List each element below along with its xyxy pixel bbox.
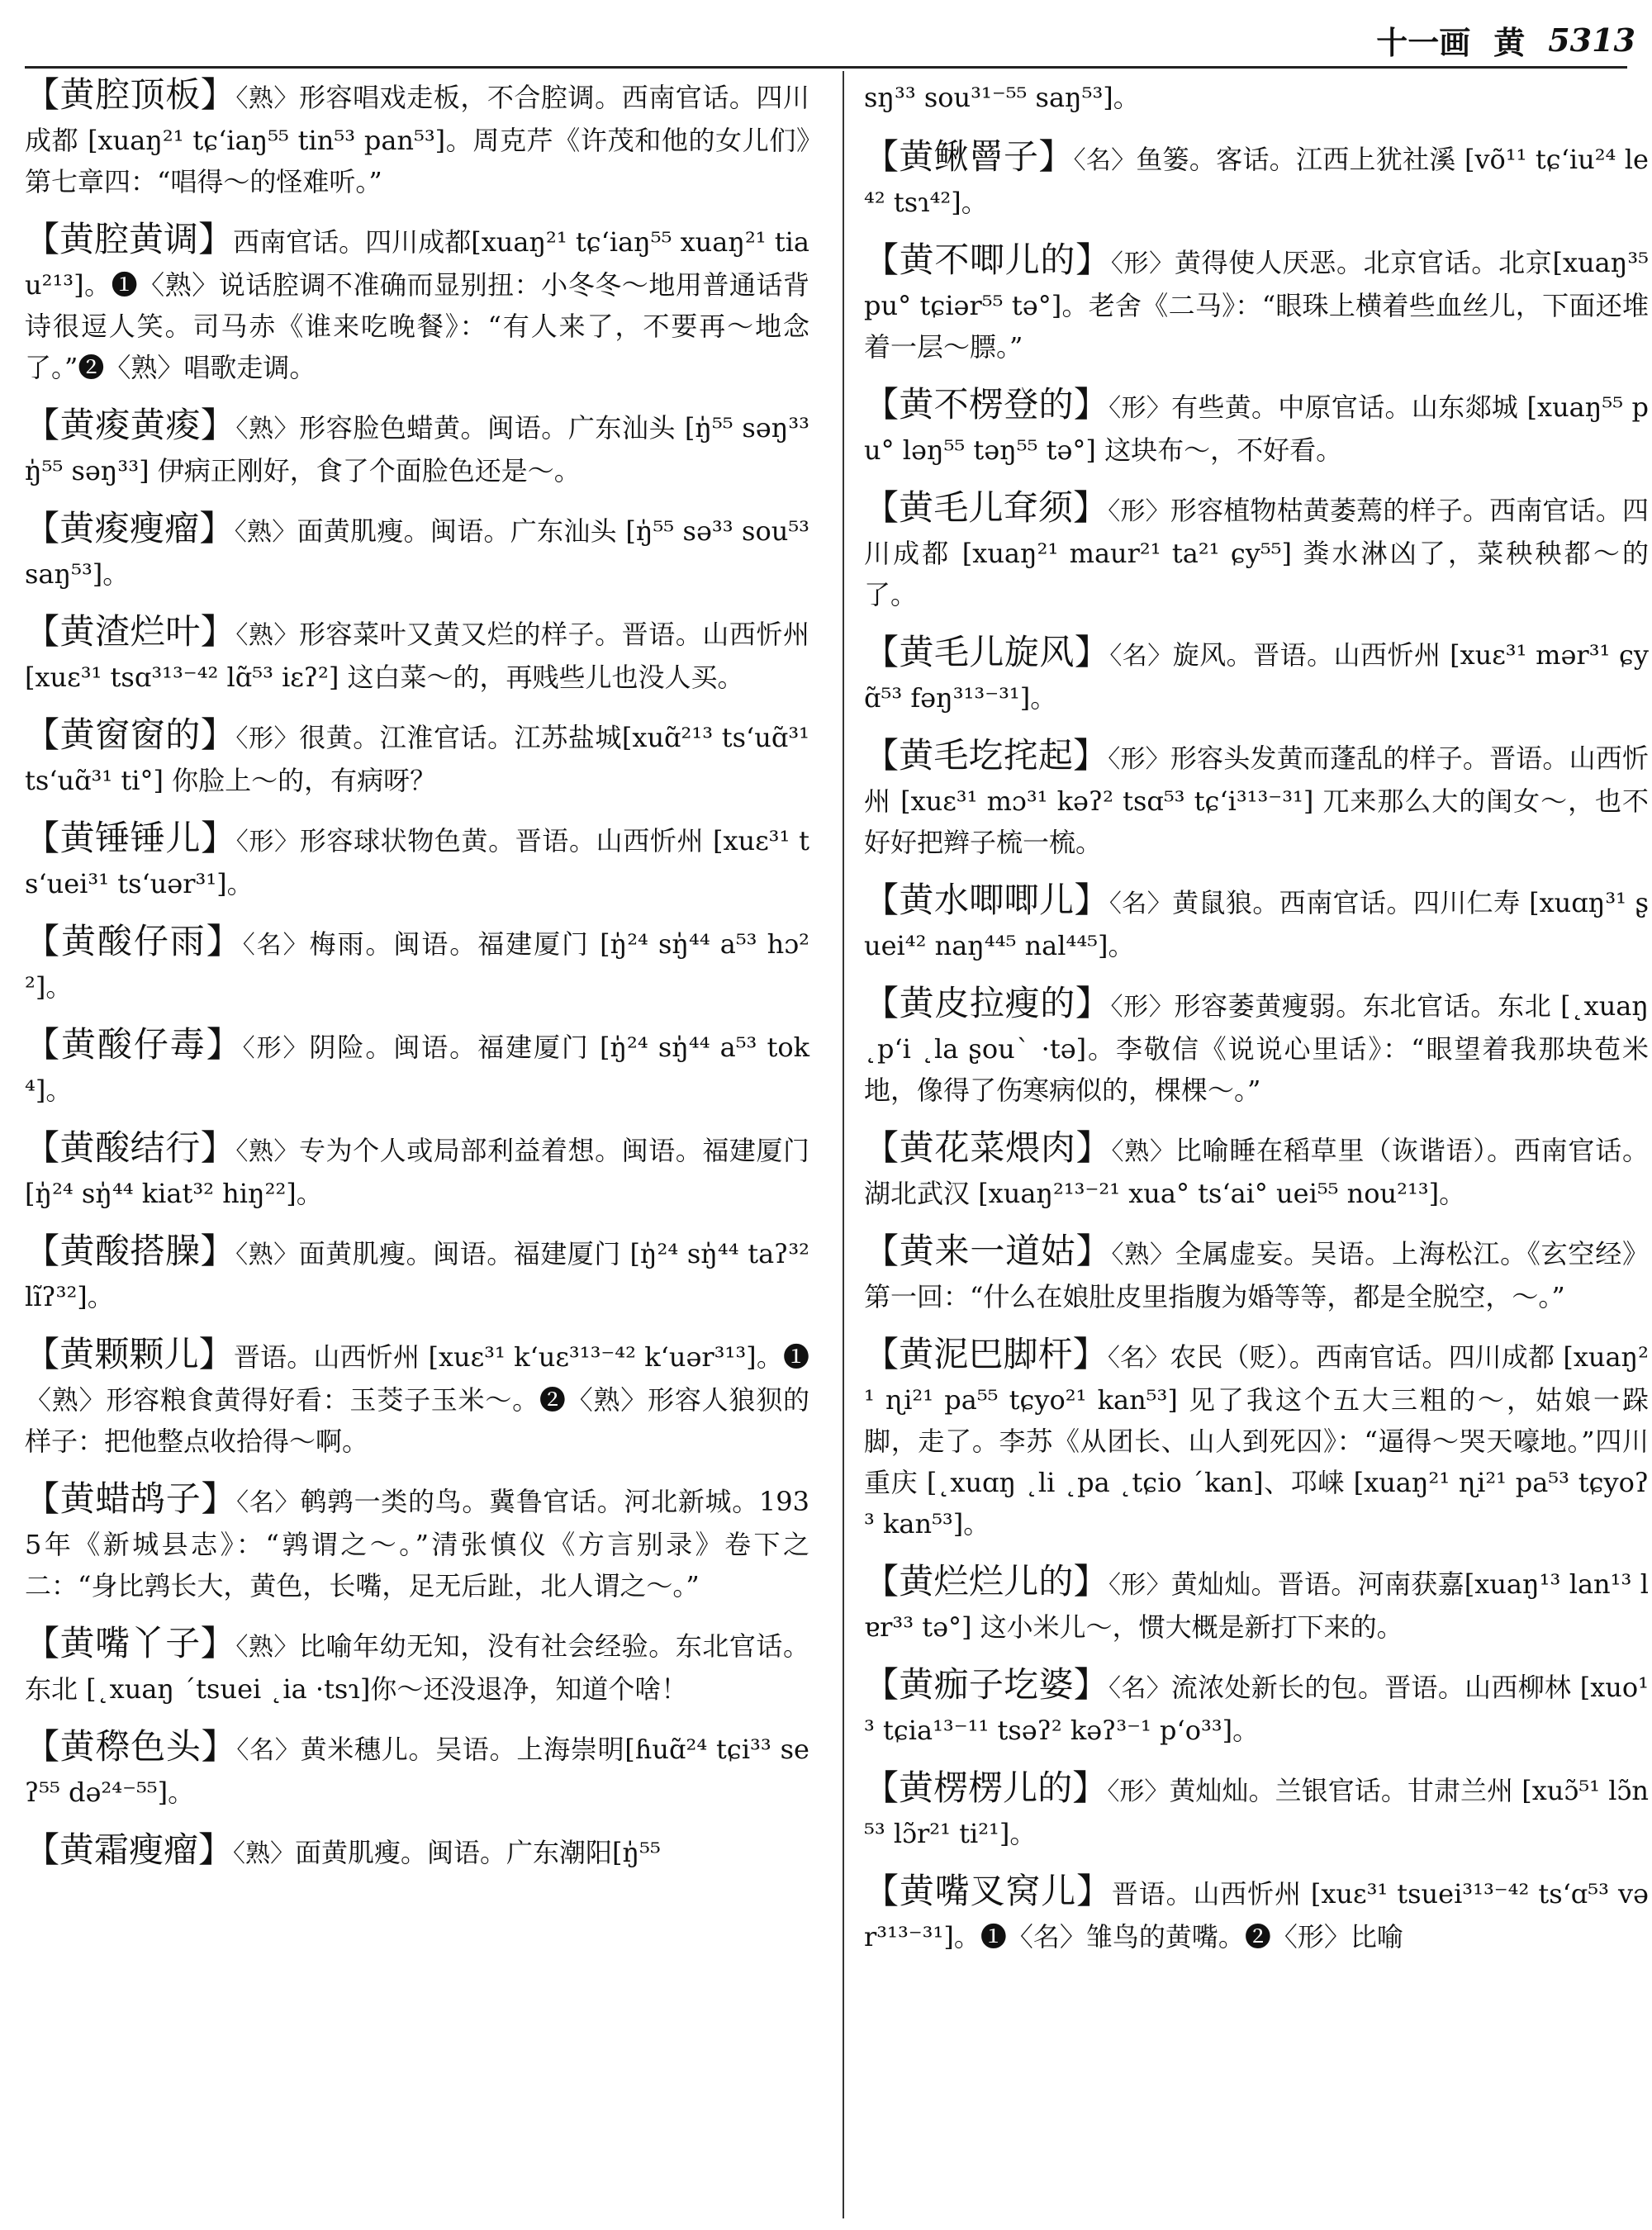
- entry-definition: 流浓处新长的包。晋语。山西柳林 [xuo¹³ tɕia¹³⁻¹¹ tsəʔ² kəʔ³⁻¹ pʻo³³]。: [864, 1672, 1649, 1746]
- entry-headword: 【黄腔黄调】: [25, 219, 234, 259]
- dictionary-entry: [25, 1231, 809, 1317]
- dictionary-entry: [25, 818, 809, 904]
- dictionary-entry: [25, 1478, 809, 1606]
- entry-headword: 【黄酸仔雨】: [25, 921, 243, 961]
- entry-headword: 【黄蜡鸪子】: [25, 1478, 237, 1519]
- entry-definition: 鱼篓。客话。江西上犹社溪 [võ¹¹ tɕʻiu²⁴ le⁴² tsɿ⁴²]。: [864, 144, 1649, 218]
- entry-headword: 【黄痂子圪婆】: [864, 1664, 1109, 1705]
- entry-definition: 鹌鹑一类的鸟。冀鲁官话。河北新城。1935年《新城县志》：“鹑谓之～。”清张慎仪《方言别录》卷下之二：“身比鹑长大，黄色，长嘴，足无后趾，北人谓之～。”: [25, 1486, 809, 1601]
- entry-definition: 形容头发黄而蓬乱的样子。晋语。山西忻州 [xuɛ³¹ mɔ³¹ kəʔ² tsɑ⁵³ tɕʻi³¹³⁻³¹] 兀来那么大的闺女～，也不好好把辫子梳一梳。: [864, 743, 1649, 858]
- dictionary-entry: [864, 240, 1649, 368]
- entry-part-of-speech: 〈熟〉: [235, 1241, 299, 1269]
- dictionary-entry: [864, 74, 1649, 120]
- entry-part-of-speech: 〈形〉: [1108, 745, 1170, 774]
- entry-headword: 【黄酸搭臊】: [25, 1231, 236, 1271]
- entry-headword: 【黄嘴丫子】: [25, 1623, 236, 1663]
- dictionary-entry: [25, 1024, 809, 1111]
- entry-part-of-speech: 〈熟〉: [235, 621, 299, 650]
- entry-definition: 旋风。晋语。山西忻州 [xuɛ³¹ mər³¹ ɕyɑ̃⁵³ fəŋ³¹³⁻³¹]。: [864, 639, 1649, 714]
- entry-definition: 阴险。闽语。福建厦门 [ŋ̍²⁴ sŋ̍⁴⁴ a⁵³ tok⁴]。: [25, 1032, 809, 1106]
- entry-headword: 【黄穄色头】: [25, 1726, 237, 1767]
- entry-headword: 【黄烂烂儿的】: [864, 1561, 1108, 1601]
- entry-part-of-speech: 〈名〉: [236, 1736, 301, 1765]
- entry-definition: 比喻年幼无知，没有社会经验。东北官话。东北 [˛xuaŋ ˊtsuei ˛ia ·tsɿ]你～还没退净，知道个啥！: [25, 1630, 809, 1705]
- entry-definition: 黄灿灿。晋语。河南获嘉[xuaŋ¹³ lan¹³ lɐr³³ tə°] 这小米儿～，惯大概是新打下来的。: [864, 1568, 1649, 1643]
- entry-part-of-speech: 〈形〉: [235, 828, 300, 856]
- entry-part-of-speech: 〈熟〉: [235, 415, 300, 444]
- entry-part-of-speech: 〈熟〉: [235, 1137, 299, 1166]
- entry-part-of-speech: 〈形〉: [1108, 394, 1172, 423]
- entry-headword: 【黄皮拉瘦的】: [864, 983, 1111, 1023]
- dictionary-entry: [25, 714, 809, 801]
- entry-headword: 【黄鳅罾子】: [864, 136, 1074, 177]
- dictionary-entry: [864, 880, 1649, 966]
- dictionary-entry: [864, 1231, 1649, 1317]
- dictionary-entry: [25, 1623, 809, 1710]
- entry-definition: 黄鼠狼。西南官话。四川仁寿 [xuɑŋ³¹ ʂuei⁴² naŋ⁴⁴⁵ nal⁴⁴⁵]。: [864, 887, 1649, 961]
- entry-headword: 【黄水唧唧儿】: [864, 880, 1109, 920]
- column-divider: [843, 71, 844, 2218]
- entry-part-of-speech: 〈名〉: [1107, 1344, 1170, 1373]
- entry-definition: 晋语。山西忻州 [xuɛ³¹ tsuei³¹³⁻⁴² tsʻɑ⁵³ vər³¹³⁻³¹]。❶〈名〉雏鸟的黄嘴。❷〈形〉比喻: [864, 1878, 1649, 1952]
- entry-definition: 黄得使人厌恶。北京官话。北京[xuaŋ³⁵ pu° tɕiər⁵⁵ tə°]。老舍《二马》：“眼珠上横着些血丝儿，下面还堆着一层～膘。”: [864, 247, 1649, 363]
- entry-definition: 形容菜叶又黄又烂的样子。晋语。山西忻州 [xuɛ³¹ tsɑ³¹³⁻⁴² lɑ̃⁵³ iɛʔ²] 这白菜～的，再贱些儿也没人买。: [25, 619, 809, 693]
- dictionary-entry: [864, 735, 1649, 863]
- entry-headword: 【黄楞楞儿的】: [864, 1767, 1108, 1808]
- entry-headword: 【黄毛圪挓起】: [864, 735, 1108, 776]
- entry-part-of-speech: 〈熟〉: [1111, 1241, 1175, 1269]
- entry-definition: 面黄肌瘦。闽语。广东潮阳[ŋ̍⁵⁵: [295, 1837, 661, 1868]
- entry-part-of-speech: 〈形〉: [1107, 1777, 1170, 1806]
- entry-definition: 比喻睡在稻草里（诙谐语）。西南官话。湖北武汉 [xuaŋ²¹³⁻²¹ xua° tsʻai° uei⁵⁵ nou²¹³]。: [864, 1135, 1649, 1209]
- entry-part-of-speech: 〈名〉: [1108, 890, 1173, 918]
- entry-headword: 【黄霜瘦瘤】: [25, 1829, 234, 1870]
- entry-headword: 【黄颗颗儿】: [25, 1334, 234, 1374]
- dictionary-entry: [25, 1334, 809, 1462]
- entry-definition: 梅雨。闽语。福建厦门 [ŋ̍²⁴ sŋ̍⁴⁴ a⁵³ hɔ²²]。: [25, 928, 809, 1003]
- entry-headword: 【黄锤锤儿】: [25, 818, 236, 858]
- dictionary-entry: [25, 1726, 809, 1813]
- entry-headword: 【黄窗窗的】: [25, 714, 236, 755]
- dictionary-entry: [864, 1664, 1649, 1751]
- entry-part-of-speech: 〈名〉: [1108, 1674, 1171, 1703]
- entry-definition: 黄米穗儿。吴语。上海崇明[ɦuɑ̃²⁴ tɕi³³ seʔ⁵⁵ də²⁴⁻⁵⁵]。: [25, 1734, 809, 1808]
- entry-definition: 西南官话。四川成都[xuaŋ²¹ tɕʻiaŋ⁵⁵ xuaŋ²¹ tiau²¹³]。❶〈熟〉说话腔调不准确而显别扭：小冬冬～地用普通话背诗很逗人笑。司马赤《谁来吃晚餐》：“有人来了，不要再～地念了。”❷〈熟〉唱歌走调。: [25, 226, 809, 383]
- entry-part-of-speech: 〈名〉: [242, 931, 310, 960]
- entry-definition: 晋语。山西忻州 [xuɛ³¹ kʻuɛ³¹³⁻⁴² kʻuər³¹³]。❶〈熟〉形容粮食黄得好看：玉茭子玉米～。❷〈熟〉形容人狼狈的样子：把他整点收拾得～啊。: [25, 1341, 809, 1457]
- dictionary-entry: [864, 384, 1649, 471]
- entry-part-of-speech: 〈熟〉: [1111, 1137, 1175, 1166]
- entry-part-of-speech: 〈熟〉: [235, 1633, 299, 1662]
- dictionary-entry: [25, 1829, 809, 1875]
- entry-definition: 农民（贬）。西南官话。四川成都 [xuaŋ²¹ ɳi²¹ pa⁵⁵ tɕyo²¹ kan⁵³] 见了我这个五大三粗的～，姑娘一跺脚，走了。李苏《从团长、山人到死囚》：“逼得～哭天嚎地。”四川重庆 [˛xuɑŋ ˛li ˛pa ˛tɕio ˊkan]、邛崃 [xuaŋ²¹ ɳi²¹ pa⁵³ tɕyoʔ³ kan⁵³]。: [864, 1341, 1649, 1540]
- dictionary-entry: [25, 74, 809, 202]
- entry-definition: 形容唱戏走板，不合腔调。西南官话。四川成都 [xuaŋ²¹ tɕʻiaŋ⁵⁵ tin⁵³ pan⁵³]。周克芹《许茂和他的女儿们》第七章四：“唱得～的怪难听。”: [25, 82, 809, 197]
- entry-headword: 【黄泥巴脚杆】: [864, 1334, 1108, 1374]
- entry-headword: 【黄腔顶板】: [25, 74, 236, 115]
- dictionary-entry: [25, 219, 809, 388]
- entry-part-of-speech: 〈形〉: [1108, 1571, 1171, 1600]
- dictionary-entry: [864, 136, 1649, 223]
- entry-definition: 很黄。江淮官话。江苏盐城[xuɑ̃²¹³ tsʻuɑ̃³¹ tsʻuɑ̃³¹ ti°] 你脸上～的，有病呀？: [25, 722, 809, 796]
- entry-headword: 【黄痠黄痠】: [25, 405, 236, 445]
- running-header: [1289, 15, 1635, 64]
- entry-part-of-speech: 〈形〉: [235, 724, 300, 753]
- entry-definition: 面黄肌瘦。闽语。广东汕头 [ŋ̍⁵⁵ sə³³ sou⁵³ saŋ⁵³]。: [25, 515, 809, 590]
- entry-definition: 有些黄。中原官话。山东郯城 [xuaŋ⁵⁵ pu° ləŋ⁵⁵ təŋ⁵⁵ tə°] 这块布～，不好看。: [864, 391, 1649, 466]
- entry-part-of-speech: 〈形〉: [1110, 993, 1175, 1022]
- dictionary-entry: [25, 508, 809, 595]
- entry-headword: 【黄痠瘦瘤】: [25, 508, 235, 548]
- dictionary-entry: [864, 983, 1649, 1111]
- entry-definition: 全属虚妄。吴语。上海松江。《玄空经》第一回：“什么在娘肚皮里指腹为婚等等，都是全脱空，～。”: [864, 1238, 1649, 1312]
- entry-definition: 面黄肌瘦。闽语。福建厦门 [ŋ̍²⁴ sŋ̍⁴⁴ taʔ³² lĩʔ³²]。: [25, 1238, 809, 1312]
- entry-headword: 【黄花菜煨肉】: [864, 1127, 1112, 1168]
- dictionary-entry: [25, 405, 809, 491]
- right-column: [864, 74, 1649, 1974]
- entry-part-of-speech: 〈形〉: [242, 1034, 310, 1063]
- dictionary-entry: [864, 1871, 1649, 1957]
- entry-part-of-speech: 〈名〉: [1073, 146, 1137, 175]
- section-label: 十一画: [1376, 23, 1471, 61]
- dictionary-entry: [25, 1127, 809, 1214]
- dictionary-entry: [864, 1334, 1649, 1544]
- entry-definition: 专为个人或局部利益着想。闽语。福建厦门 [ŋ̍²⁴ sŋ̍⁴⁴ kiat³² hiŋ²²]。: [25, 1135, 809, 1209]
- header-character: 黄: [1493, 23, 1526, 61]
- entry-headword: 【黄嘴叉窝儿】: [864, 1871, 1112, 1911]
- dictionary-entry: [25, 921, 809, 1008]
- header-rule: [25, 66, 1627, 69]
- entry-definition: 形容脸色蜡黄。闽语。广东汕头 [ŋ̍⁵⁵ səŋ³³ ŋ̍⁵⁵ səŋ³³] 伊病正刚好，食了个面脸色还是～。: [25, 412, 809, 486]
- entry-part-of-speech: 〈熟〉: [233, 1839, 296, 1868]
- entry-part-of-speech: 〈熟〉: [234, 518, 297, 547]
- entry-headword: 【黄酸结行】: [25, 1127, 236, 1168]
- entry-definition: 形容球状物色黄。晋语。山西忻州 [xuɛ³¹ tsʻuei³¹ tsʻuər³¹]。: [25, 825, 809, 899]
- page-number: 5313: [1548, 21, 1635, 59]
- entry-part-of-speech: 〈名〉: [236, 1488, 301, 1517]
- entry-headword: 【黄毛儿耷须】: [864, 487, 1108, 528]
- left-column: [25, 74, 809, 1891]
- entry-part-of-speech: 〈名〉: [1109, 642, 1173, 671]
- entry-headword: 【黄渣烂叶】: [25, 611, 236, 652]
- entry-headword: 【黄来一道姑】: [864, 1231, 1112, 1271]
- entry-definition: sŋ³³ sou³¹⁻⁵⁵ saŋ⁵³]。: [864, 82, 1140, 113]
- entry-part-of-speech: 〈形〉: [1110, 249, 1175, 278]
- dictionary-entry: [864, 1127, 1649, 1214]
- dictionary-entry: [864, 1767, 1649, 1854]
- entry-part-of-speech: 〈熟〉: [235, 84, 299, 113]
- entry-headword: 【黄毛儿旋风】: [864, 632, 1110, 672]
- entry-definition: 形容植物枯黄萎蔫的样子。西南官话。四川成都 [xuaŋ²¹ maur²¹ ta²¹ ɕy⁵⁵] 粪水淋凶了，菜秧秧都～的了。: [864, 495, 1649, 610]
- entry-definition: 黄灿灿。兰银官话。甘肃兰州 [xuɔ̃⁵¹ lɔ̃n⁵³ lɔ̃r²¹ ti²¹]。: [864, 1775, 1649, 1849]
- dictionary-entry: [864, 1561, 1649, 1648]
- dictionary-entry: [25, 611, 809, 698]
- dictionary-entry: [864, 632, 1649, 719]
- entry-headword: 【黄不楞登的】: [864, 384, 1109, 425]
- entry-part-of-speech: 〈形〉: [1108, 497, 1170, 526]
- entry-headword: 【黄酸仔毒】: [25, 1024, 243, 1065]
- entry-definition: 形容萎黄瘦弱。东北官话。东北 [˛xuaŋ ˛pʻi ˛la ʂouˋ ·tə]。李敬信《说说心里话》：“眼望着我那块苞米地，像得了伤寒病似的，棵棵～。”: [864, 990, 1649, 1106]
- dictionary-entry: [864, 487, 1649, 615]
- entry-headword: 【黄不唧儿的】: [864, 240, 1111, 280]
